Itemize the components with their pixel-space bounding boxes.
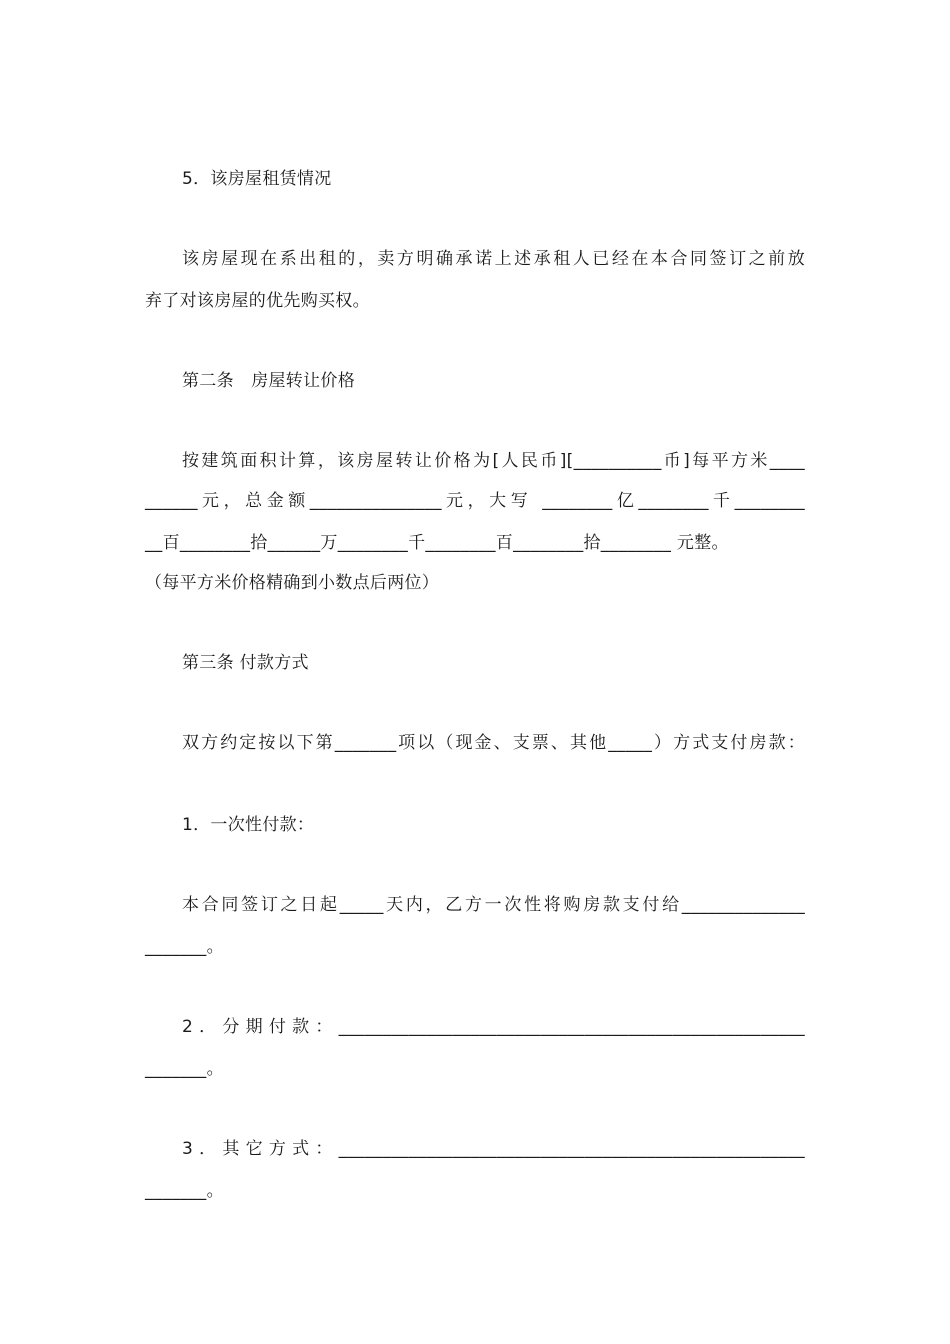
payment-option-2-line-2: _______。 xyxy=(145,1059,224,1079)
payment-option-1-heading: 1．一次性付款： xyxy=(182,815,315,835)
payment-option-1-line-1: 本合同签订之日起_____天内，乙方一次性将购房款支付给______________ xyxy=(182,895,805,915)
payment-option-2-line-1: 2．分期付款：_____________________________________________________ xyxy=(182,1017,805,1037)
article2-heading: 第二条 房屋转让价格 xyxy=(182,371,355,391)
article3-heading: 第三条 付款方式 xyxy=(182,653,309,673)
payment-option-3-line-1: 3．其它方式：_____________________________________________________ xyxy=(182,1139,805,1159)
article2-line-4: （每平方米价格精确到小数点后两位） xyxy=(145,573,440,593)
item5-paragraph-line-2: 弃了对该房屋的优先购买权。 xyxy=(145,291,370,311)
article3-intro: 双方约定按以下第_______项以（现金、支票、其他_____）方式支付房款： xyxy=(182,733,805,753)
item5-paragraph-line-1: 该房屋现在系出租的，卖方明确承诺上述承租人已经在本合同签订之前放 xyxy=(182,249,805,269)
article2-line-1: 按建筑面积计算，该房屋转让价格为[人民币][__________币]每平方米____ xyxy=(182,451,805,471)
payment-option-1-line-2: _______。 xyxy=(145,937,224,957)
article2-line-3: __百________拾______万________千________百________拾________ 元整。 xyxy=(145,533,729,553)
payment-option-3-line-2: _______。 xyxy=(145,1181,224,1201)
item5-heading: 5．该房屋租赁情况 xyxy=(182,169,332,189)
article2-line-2: ______元，总金额_______________元，大写 ________亿________千________ xyxy=(145,491,805,511)
